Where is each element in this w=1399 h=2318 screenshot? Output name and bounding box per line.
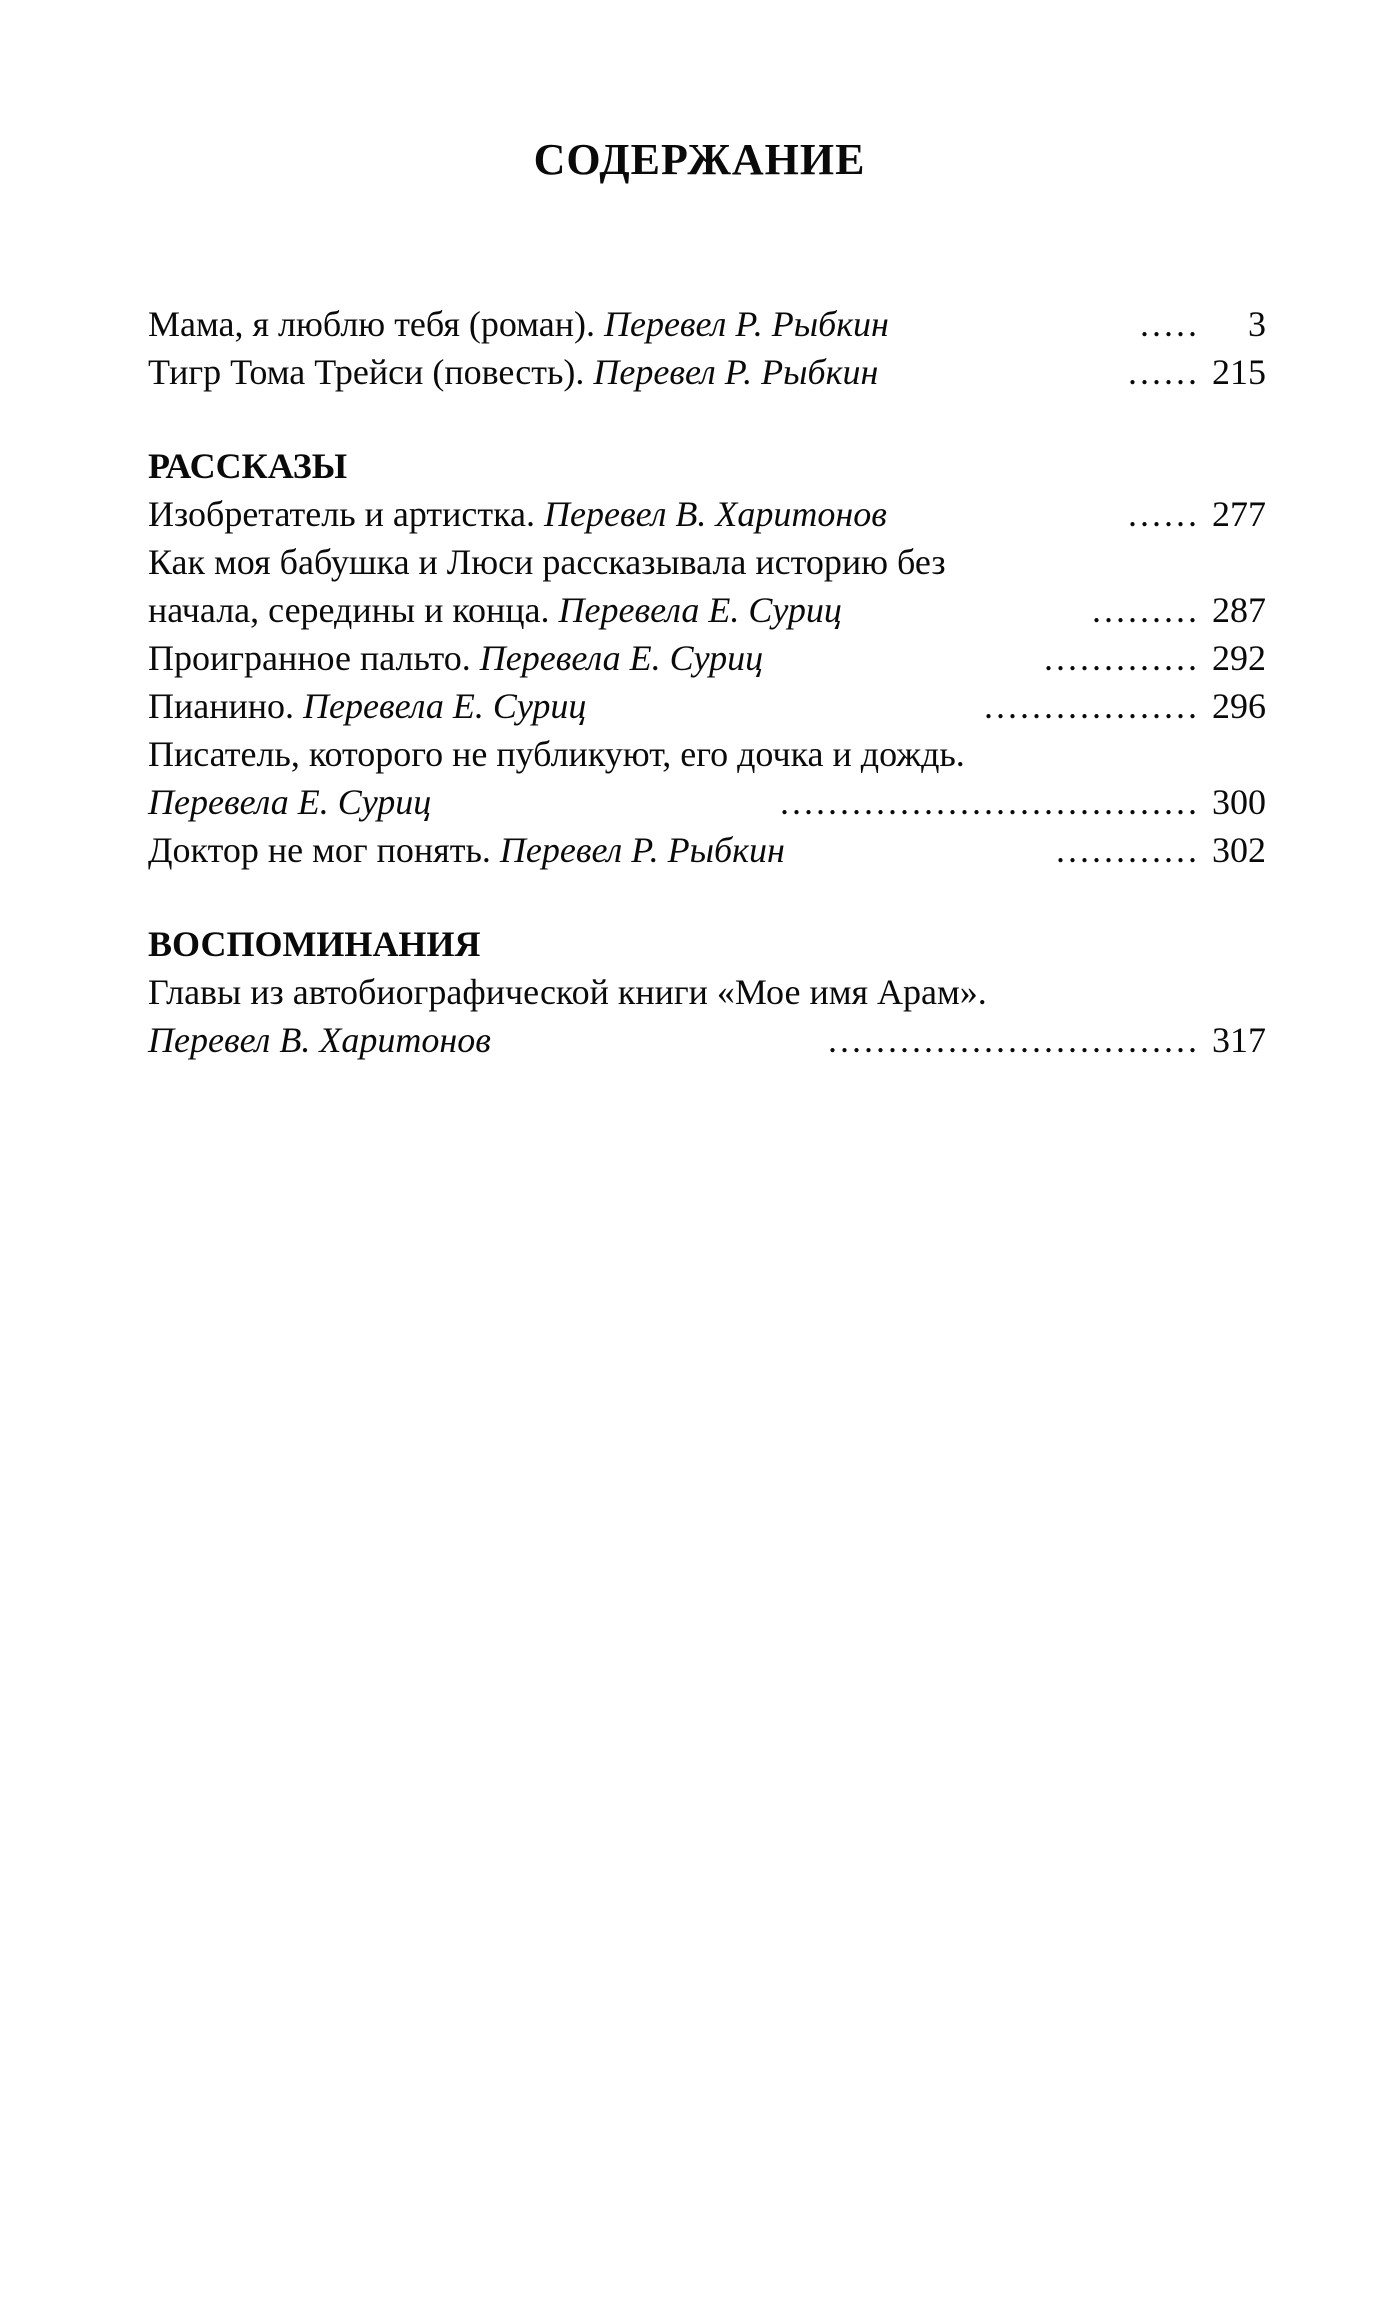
section-heading-memoirs: ВОСПОМИНАНИЯ: [148, 924, 481, 964]
page-number: 296: [1212, 686, 1266, 726]
entry-translator: Перевел В. Харитонов: [148, 1020, 491, 1060]
leader-dots: .....: [1140, 304, 1200, 344]
entry-title: Пианино.: [148, 686, 295, 726]
page-number: 317: [1212, 1020, 1266, 1060]
entry-title-line1: Главы из автобиографической книги «Мое имя Арам».: [148, 972, 987, 1012]
toc-entry: [148, 682, 1266, 730]
entry-title: начала, середины и конца.: [148, 590, 550, 630]
leader-dots: .........: [1092, 590, 1200, 630]
entry-translator: Перевел Р. Рыбкин: [499, 830, 785, 870]
entry-translator: Перевела Е. Суриц: [148, 782, 432, 822]
entry-translator: Перевела Е. Суриц: [479, 638, 764, 678]
toc-entry: [148, 634, 1266, 682]
leader-dots: ......: [1128, 494, 1200, 534]
entry-translator: Перевела Е. Суриц: [303, 686, 587, 726]
table-of-contents: [148, 300, 1266, 1064]
leader-dots: .............: [1044, 638, 1200, 678]
page-number: 302: [1212, 830, 1266, 870]
toc-entry-novel: [148, 300, 1266, 348]
entry-title: Изобретатель и артистка.: [148, 494, 536, 534]
entry-translator: Перевел Р. Рыбкин: [603, 304, 889, 344]
page-number: 300: [1212, 782, 1266, 822]
section-heading-stories: РАССКАЗЫ: [148, 446, 348, 486]
entry-title: Доктор не мог понять.: [148, 830, 491, 870]
entry-title: Проигранное пальто.: [148, 638, 471, 678]
page-number: 292: [1212, 638, 1266, 678]
entry-title: Тигр Тома Трейси (повесть).: [148, 352, 585, 392]
toc-entry-novella: [148, 348, 1266, 396]
entry-translator: Перевел В. Харитонов: [544, 494, 887, 534]
leader-dots: ......: [1128, 352, 1200, 392]
toc-entry: [148, 826, 1266, 874]
entry-title-line1: Писатель, которого не публикуют, его дочка и дождь.: [148, 734, 965, 774]
page-number: 215: [1212, 352, 1266, 392]
leader-dots: ...............................: [828, 1020, 1200, 1060]
entry-title-line1: Как моя бабушка и Люси рассказывала историю без: [148, 542, 946, 582]
toc-entry: [148, 586, 1266, 634]
leader-dots: ..................: [984, 686, 1200, 726]
toc-entry: [148, 490, 1266, 538]
page-number: 277: [1212, 494, 1266, 534]
page-number: 3: [1248, 304, 1266, 344]
page-number: 287: [1212, 590, 1266, 630]
entry-translator: Перевела Е. Суриц: [558, 590, 842, 630]
entry-translator: Перевел Р. Рыбкин: [593, 352, 879, 392]
page-title: СОДЕРЖАНИЕ: [533, 135, 866, 184]
toc-entry: [148, 778, 1266, 826]
entry-title: Мама, я люблю тебя (роман).: [148, 304, 595, 344]
leader-dots: ............: [1056, 830, 1200, 870]
toc-entry: [148, 1016, 1266, 1064]
leader-dots: ...................................: [780, 782, 1200, 822]
